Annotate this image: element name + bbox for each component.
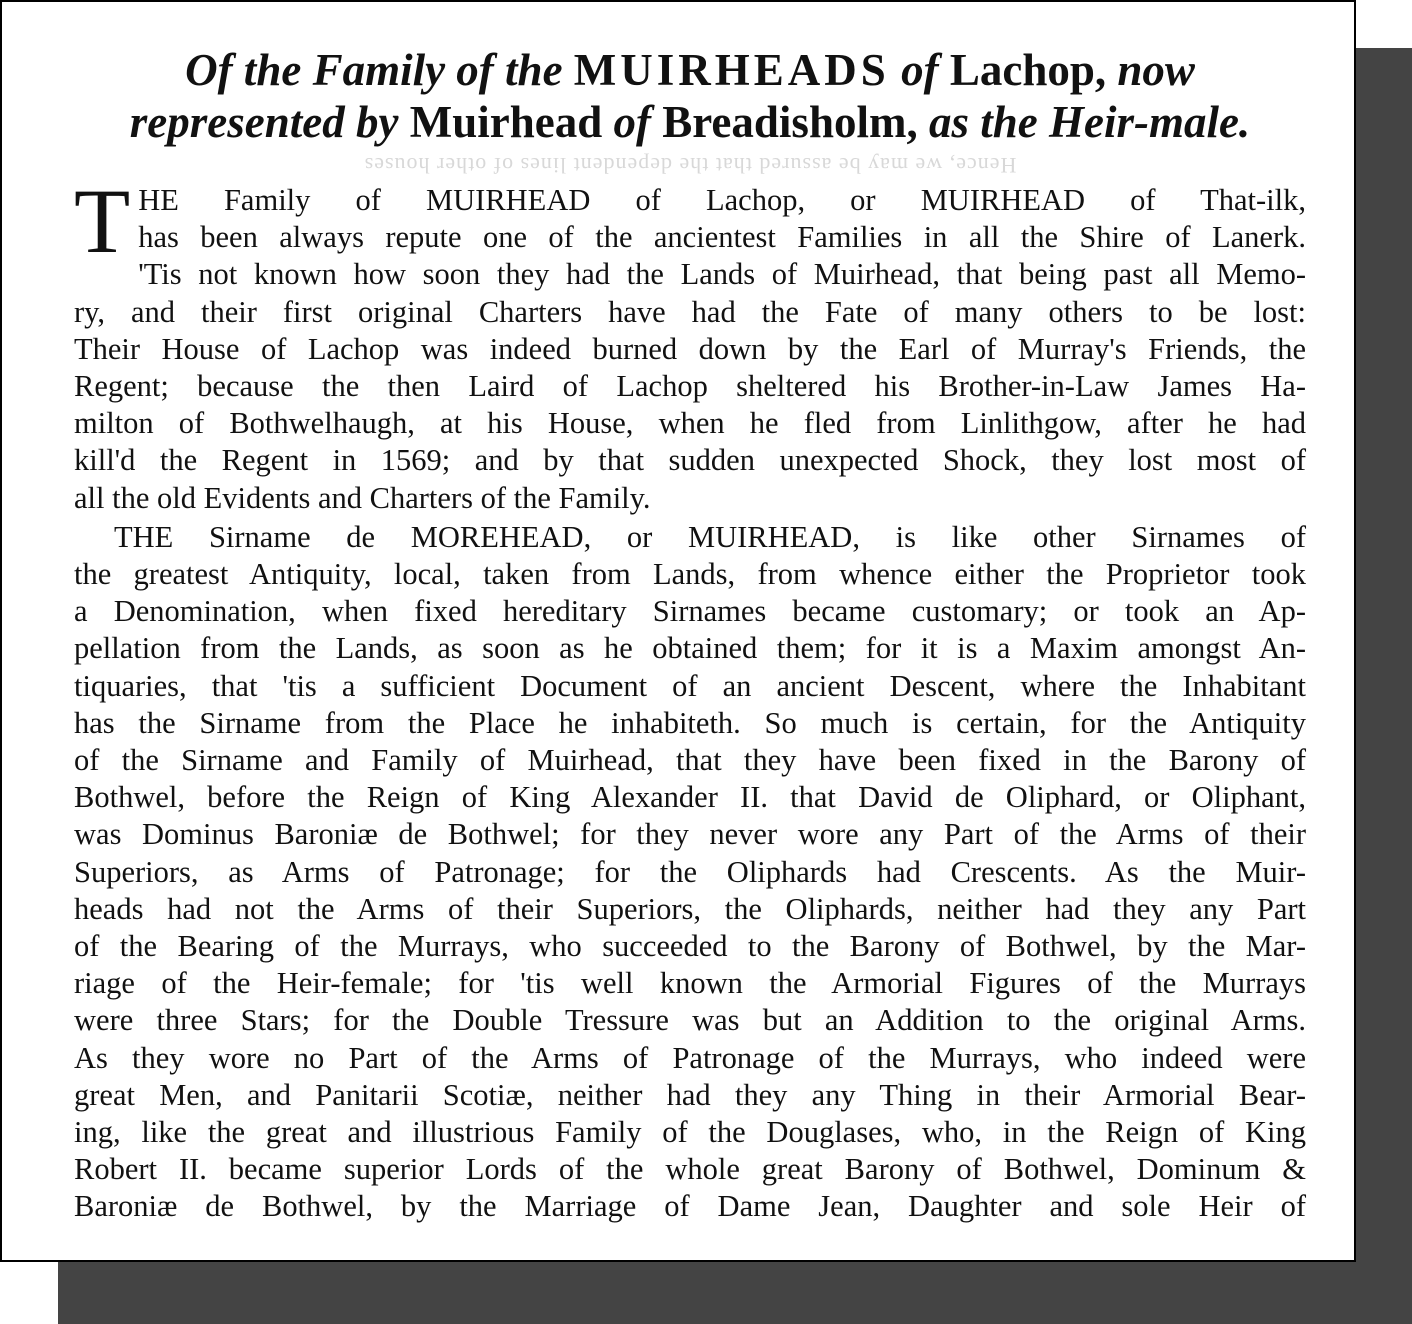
text-line: the greatest Antiquity, local, taken from Lands, from whence either the Proprietor took (74, 557, 1306, 592)
title-surname: Muirhead (409, 97, 603, 147)
drop-cap: T (74, 170, 131, 272)
text-line: Bothwel, before the Reign of King Alexander II. that David de Oliphard, or Oliphant, (74, 780, 1306, 815)
text-line: tiquaries, that 'tis a sufficient Document of an ancient Descent, where the Inhabitant (74, 668, 1306, 703)
text-line: As they wore no Part of the Arms of Patronage of the Murrays, who indeed were (74, 1040, 1306, 1075)
text-line: 'Tis not known how soon they had the Lands of Muirhead, that being past all Memo- (138, 257, 1306, 292)
text-line: was Dominus Baroniæ de Bothwel; for they never wore any Part of the Arms of their (74, 817, 1306, 852)
text-line: HE Family of MUIRHEAD of Lachop, or MUIRHEAD of That-ilk, (138, 183, 1306, 217)
text-line: has been always repute one of the ancientest Families in all the Shire of Lanerk. (138, 220, 1306, 255)
text-line: Regent; because the then Laird of Lachop sheltered his Brother-in-Law James Ha- (74, 369, 1306, 404)
text-line: a Denomination, when fixed hereditary Sirnames became customary; or took an Ap- (74, 594, 1306, 629)
text-line: of the Bearing of the Murrays, who succeeded to the Barony of Bothwel, by the Mar- (74, 929, 1306, 964)
text-line: Baroniæ de Bothwel, by the Marriage of Dame Jean, Daughter and sole Heir of (74, 1189, 1306, 1224)
title-surname: MUIRHEADS (573, 45, 890, 95)
text-line: heads had not the Arms of their Superiors, the Oliphards, neither had they any Part (74, 891, 1306, 926)
text-line: THE Sirname de MOREHEAD, or MUIRHEAD, is like other Sirnames of (114, 519, 1306, 554)
title-text: of (613, 97, 651, 147)
text-line: pellation from the Lands, as soon as he obtained them; for it is a Maxim amongst An- (74, 631, 1306, 666)
text-line: Superiors, as Arms of Patronage; for the Oliphards had Crescents. As the Muir- (74, 854, 1306, 889)
text-line: all the old Evidents and Charters of the Family. (74, 480, 651, 515)
text-line: ing, like the great and illustrious Family of the Douglases, who, in the Reign of King (74, 1115, 1306, 1150)
text-line: of the Sirname and Family of Muirhead, that they have been fixed in the Barony of (74, 743, 1306, 778)
title-line-2 (130, 97, 1250, 147)
text-line: Their House of Lachop was indeed burned down by the Earl of Murray's Friends, the (74, 331, 1306, 366)
page-title (74, 44, 1306, 148)
paragraph-2 (74, 519, 1306, 1226)
text-line: great Men, and Panitarii Scotiæ, neither had they any Thing in their Armorial Bear- (74, 1077, 1306, 1112)
title-text: of (901, 45, 939, 95)
text-line: milton of Bothwelhaugh, at his House, when he fled from Linlithgow, after he had (74, 406, 1306, 441)
text-line: Robert II. became superior Lords of the whole great Barony of Bothwel, Dominum & (74, 1152, 1306, 1187)
text-line: riage of the Heir-female; for 'tis well known the Armorial Figures of the Murrays (74, 966, 1306, 1001)
title-text: now (1117, 45, 1195, 95)
text-line: were three Stars; for the Double Tressure was but an Addition to the original Arms. (74, 1003, 1306, 1038)
text-line: ry, and their first original Charters have had the Fate of many others to be lost: (74, 294, 1306, 329)
text-line: kill'd the Regent in 1569; and by that sudden unexpected Shock, they lost most of (74, 443, 1306, 478)
title-place: Lachop, (949, 45, 1107, 95)
title-text: represented by (129, 97, 399, 147)
title-text: Of the Family of the (185, 45, 563, 95)
paragraph-1 (74, 170, 1306, 517)
title-line-1 (185, 45, 1195, 95)
title-place: Breadisholm, (662, 97, 918, 147)
bleed-through-text: Hence, we may be assured that the dependent lines of other houses (363, 153, 1017, 178)
title-text: as the Heir-male. (928, 97, 1251, 147)
text-line: has the Sirname from the Place he inhabiteth. So much is certain, for the Antiquity (74, 705, 1306, 740)
text-area (74, 44, 1306, 1226)
